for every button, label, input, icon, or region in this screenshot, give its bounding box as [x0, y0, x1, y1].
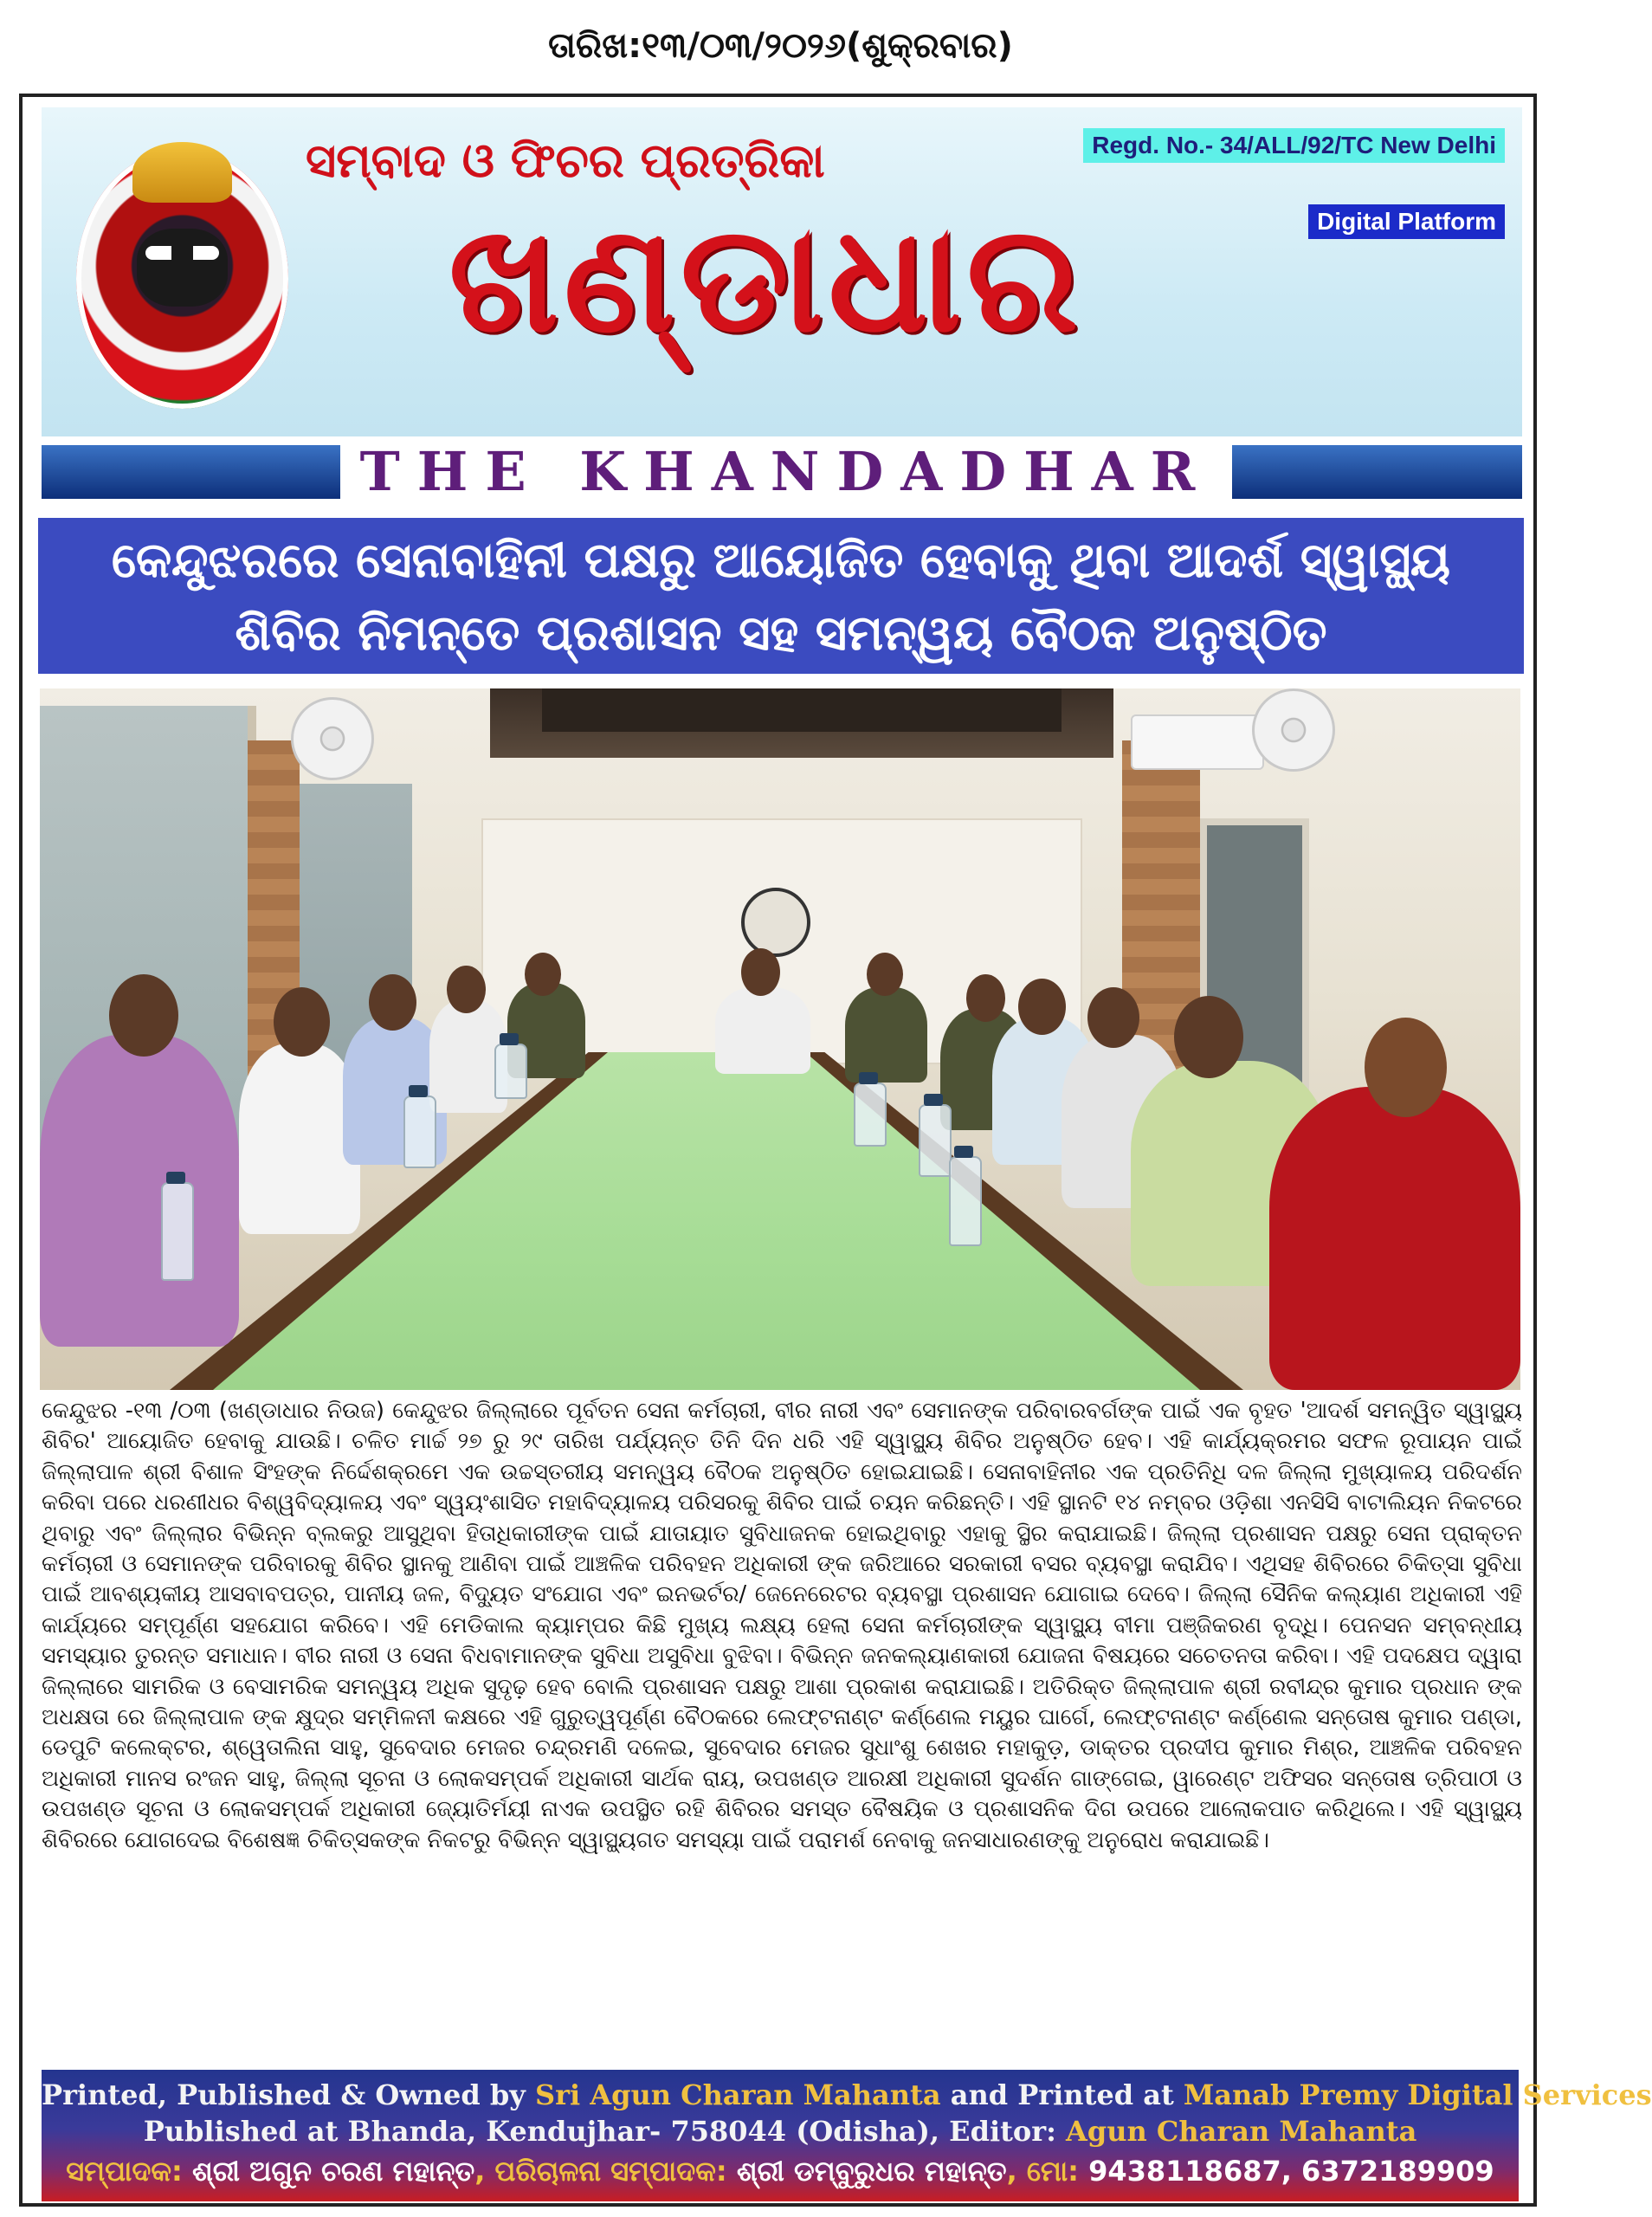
photo-fan-right-icon — [1252, 688, 1335, 772]
photo-water-bottle — [949, 1156, 982, 1246]
deity-crown-icon — [132, 142, 232, 203]
photo-person — [239, 1044, 360, 1234]
photo-person — [1269, 1087, 1520, 1390]
photo-air-conditioner — [1131, 714, 1264, 770]
photo-person — [40, 1035, 239, 1347]
photo-water-bottle — [494, 1044, 527, 1099]
photo-person-head — [1087, 987, 1139, 1048]
headline-line-2: ଶିବିର ନିମନ୍ତେ ପ୍ରଶାସନ ସହ ସମନ୍ୱୟ ବୈଠକ ଅନୁଷ୍ଠିତ — [235, 605, 1327, 662]
footer-managing-editor-odia: ଶ୍ରୀ ଡମ୍ବୁରୁଧର ମହାନ୍ତ — [736, 2155, 1007, 2188]
photo-water-bottle — [854, 1083, 887, 1147]
photo-person-head — [369, 974, 416, 1031]
deity-face-icon — [137, 229, 228, 307]
photo-person-head — [1365, 1018, 1447, 1117]
band-right-bar — [1232, 445, 1522, 499]
footer-managing-editor-label: , ପରିଚାଳନା ସମ୍ପାଦକ: — [474, 2155, 737, 2188]
deity-eyes-icon — [145, 246, 219, 260]
english-title-band — [42, 440, 1522, 504]
photo-person-head — [867, 953, 903, 996]
photo-person-head — [966, 974, 1005, 1022]
photo-person-head — [1174, 996, 1243, 1078]
photo-person-head — [109, 974, 178, 1057]
footer-printed-label: Printed, Published & Owned by — [42, 2078, 536, 2111]
headline-line-1: କେନ୍ଦୁଝରରେ ସେନାବାହିନୀ ପକ୍ଷରୁ ଆୟୋଜିତ ହେବାକୁ ଥିବା ଆଦର୍ଶ ସ୍ୱାସ୍ଥ୍ୟ — [111, 533, 1451, 589]
photo-water-bottle — [161, 1182, 194, 1281]
masthead-title: ଖଣ୍ଡାଧାର — [448, 194, 1084, 365]
masthead — [42, 107, 1522, 436]
photo-person-head — [274, 987, 330, 1057]
photo-water-bottle — [403, 1096, 436, 1168]
footer-mobile-label: , ମୋ: — [1006, 2155, 1089, 2188]
article-body: କେନ୍ଦୁଝର -୧୩ /୦୩ (ଖଣ୍ଡାଧାର ନିଉଜ) କେନ୍ଦୁଝର ଜିଲ୍ଲାରେ ପୂର୍ବତନ ସେନା କର୍ମଚାରୀ, ବୀର ନାରୀ ଏବଂ ସେମାନଙ୍କ ପରିବାରବର୍ଗଙ୍କ ପାଇଁ ଏକ ବୃହତ 'ଆଦର୍ଶ ସମନ୍ୱିତ ସ୍ୱାସ୍ଥ୍ୟ ଶିବିର' ଆୟୋଜିତ ହେବାକୁ ଯାଉଛି। ଚଳିତ ମାର୍ଚ୍ଚ ୨୭ ରୁ ୨୯ ତାରିଖ ପର୍ଯ୍ୟନ୍ତ ତିନି ଦିନ ଧରି ଏହି ସ୍ୱାସ୍ଥ୍ୟ ଶିବିର ଅନୁଷ୍ଠିତ ହେବ। ଏହି କାର୍ଯ୍ୟକ୍ରମର ସଫଳ ରୂପାୟନ ପାଇଁ ଜିଲ୍ଲାପାଳ ଶ୍ରୀ ବିଶାଳ ସିଂହଙ୍କ ନିର୍ଦ୍ଦେଶକ୍ରମେ ଏକ ଉଚ୍ଚସ୍ତରୀୟ ସମନ୍ୱୟ ବୈଠକ ଅନୁଷ୍ଠିତ ହୋଇଯାଇଛି। ସେନାବାହିନୀର ଏକ ପ୍ରତିନିଧି ଦଳ ଜିଲ୍ଲା ମୁଖ୍ୟାଳୟ ପରିଦର୍ଶନ କରିବା ପରେ ଧରଣୀଧର ବିଶ୍ୱବିଦ୍ୟାଳୟ ଏବଂ ସ୍ୱୟଂଶାସିତ ମହାବିଦ୍ୟାଳୟ ପରିସରକୁ ଶିବିର ପାଇଁ ଚୟନ କରିଛନ୍ତି। ଏହି ସ୍ଥାନଟି ୧୪ ନମ୍ବର ଓଡ଼ିଶା ଏନସିସି ବାଟାଲିୟନ ନିକଟରେ ଥିବାରୁ ଏବଂ ଜିଲ୍ଲାର ବିଭିନ୍ନ ବ୍ଲକରୁ ଆସୁଥିବା ହିତାଧିକାରୀଙ୍କ ପାଇଁ ଯାତାୟାତ ସୁବିଧାଜନକ ହୋଇଥିବାରୁ ଏହାକୁ ସ୍ଥିର କରାଯାଇଛି। ଜିଲ୍ଲା ପ୍ରଶାସନ ପକ୍ଷରୁ ସେନା ପ୍ରାକ୍ତନ କର୍ମଚାରୀ ଓ ସେମାନଙ୍କ ପରିବାରକୁ ଶିବିର ସ୍ଥାନକୁ ଆଣିବା ପାଇଁ ଆଞ୍ଚଳିକ ପରିବହନ ଅଧିକାରୀ ଙ୍କ ଜରିଆରେ ସରକାରୀ ବସର ବ୍ୟବସ୍ଥା କରାଯିବ। ଏଥିସହ ଶିବିରରେ ଚିକିତ୍ସା ସୁବିଧା ପାଇଁ ଆବଶ୍ୟକୀୟ ଆସବାବପତ୍ର, ପାନୀୟ ଜଳ, ବିଦ୍ୟୁତ ସଂଯୋଗ ଏବଂ ଇନଭର୍ଟର/ ଜେନେରେଟର ବ୍ୟବସ୍ଥା ପ୍ରଶାସନ ଯୋଗାଇ ଦେବେ। ଜିଲ୍ଲା ସୈନିକ କଲ୍ୟାଣ ଅଧିକାରୀ ଏହି କାର୍ଯ୍ୟରେ ସମ୍ପୂର୍ଣ୍ଣ ସହଯୋଗ କରିବେ। ଏହି ମେଡିକାଲ କ୍ୟାମ୍ପର କିଛି ମୁଖ୍ୟ ଲକ୍ଷ୍ୟ ହେଲା ସେନା କର୍ମଚାରୀଙ୍କ ସ୍ୱାସ୍ଥ୍ୟ ବୀମା ପଞ୍ଜିକରଣ ବୃଦ୍ଧି। ପେନସନ ସମ୍ବନ୍ଧୀୟ ସମସ୍ୟାର ତୁରନ୍ତ ସମାଧାନ। ବୀର ନାରୀ ଓ ସେନା ବିଧବାମାନଙ୍କ ସୁବିଧା ଅସୁବିଧା ବୁଝିବା। ବିଭିନ୍ନ ଜନକଲ୍ୟାଣକାରୀ ଯୋଜନା ବିଷୟରେ ସଚେତନତା କରିବା। ଏହି ପଦକ୍ଷେପ ଦ୍ୱାରା ଜିଲ୍ଲାରେ ସାମରିକ ଓ ବେସାମରିକ ସମନ୍ୱୟ ଅଧିକ ସୁଦୃଢ଼ ହେବ ବୋଲି ପ୍ରଶାସନ ପକ୍ଷରୁ ଆଶା ପ୍ରକାଶ କରାଯାଇଛି। ଅତିରିକ୍ତ ଜିଲ୍ଲାପାଳ ଶ୍ରୀ ରବୀନ୍ଦ୍ର କୁମାର ପ୍ରଧାନ ଙ୍କ ଅଧକ୍ଷତା ରେ ଜିଲ୍ଲାପାଳ ଙ୍କ କ୍ଷୁଦ୍ର ସମ୍ମିଳନୀ କକ୍ଷରେ ଏହି ଗୁରୁତ୍ୱପୂର୍ଣ୍ଣ ବୈଠକରେ ଲେଫ୍ଟନାଣ୍ଟ କର୍ଣ୍ଣେଲ ମୟୁର ଘାର୍ଗେ, ଲେଫ୍ଟନାଣ୍ଟ କର୍ଣ୍ଣେଲ ସନ୍ତୋଷ କୁମାର ପଣ୍ଡା, ଡେପୁଟି କଲେକ୍ଟର, ଶ୍ୱେତାଲିନା ସାହୁ, ସୁବେଦାର ମେଜର ଚନ୍ଦ୍ରମଣି ଦଳେଇ, ସୁବେଦାର ମେଜର ସୁଧାଂଶୁ ଶେଖର ମହାକୁଡ଼, ଡାକ୍ତର ପ୍ରଦୀପ କୁମାର ମିଶ୍ର, ଆଞ୍ଚଳିକ ପରିବହନ ଅଧିକାରୀ ମାନସ ରଂଜନ ସାହୁ, ଜିଲ୍ଲା ସୂଚନା ଓ ଲୋକସମ୍ପର୍କ ଅଧିକାରୀ ସାର୍ଥକ ରାୟ, ଉପଖଣ୍ଡ ଆରକ୍ଷୀ ଅଧିକାରୀ ସୁଦର୍ଶନ ଗାଙ୍ଗେଇ, ୱାରେଣ୍ଟ ଅଫିସର ସନ୍ତୋଷ ତ୍ରିପାଠୀ ଓ ଉପଖଣ୍ଡ ସୂଚନା ଓ ଲୋକସମ୍ପର୍କ ଅଧିକାରୀ ଜ୍ୟୋତିର୍ମୟୀ ନାଏକ ଉପସ୍ଥିତ ରହି ଶିବିରର ସମସ୍ତ ବୈଷୟିକ ଓ ପ୍ରଶାସନିକ ଦିଗ ଉପରେ ଆଲୋକପାତ କରିଥିଲେ। ଏହି ସ୍ୱାସ୍ଥ୍ୟ ଶିବିରରେ ଯୋଗଦେଇ ବିଶେଷଜ୍ଞ ଚିକିତ୍ସକଙ୍କ ନିକଟରୁ ବିଭିନ୍ନ ସ୍ୱାସ୍ଥ୍ୟଗତ ସମସ୍ୟା ପାଇଁ ପରାମର୍ଶ ନେବାକୁ ଜନସାଧାରଣଙ୍କୁ ଅନୁରୋଧ କରାଯାଇଛି। — [42, 1398, 1522, 1853]
meeting-photo — [40, 688, 1520, 1390]
photo-person — [715, 987, 810, 1074]
publication-date: ତାରିଖ:୧୩/୦୩/୨୦୨୬(ଶୁକ୍ରବାର) — [548, 26, 1013, 66]
photo-person-head — [525, 953, 561, 996]
photo-person-head — [1018, 979, 1066, 1035]
footer-line-1 — [42, 2070, 1652, 2111]
photo-ceiling-inner — [542, 688, 1062, 732]
headline — [38, 518, 1524, 674]
footer-line-3 — [42, 2148, 1519, 2188]
photo-state-emblem-icon — [741, 888, 810, 957]
footer-editor-odia: ଶ୍ରୀ ଅଗୁନ ଚରଣ ମହାନ୍ତ — [191, 2155, 475, 2188]
photo-fan-left-icon — [291, 697, 374, 780]
digital-platform-badge: Digital Platform — [1308, 204, 1505, 239]
footer-printer-name: Manab Premy Digital Services — [1183, 2078, 1652, 2111]
footer-editor-name: Agun Charan Mahanta — [1066, 2115, 1417, 2148]
registration-number: Regd. No.- 34/ALL/92/TC New Delhi — [1083, 128, 1505, 163]
footer-editor-label: ସମ୍ପାଦକ: — [66, 2155, 192, 2188]
english-title: THE KHANDADHAR — [359, 440, 1213, 503]
footer-phone-numbers: 9438118687, 6372189909 — [1088, 2155, 1494, 2188]
footer-printed-at-label: and Printed at — [940, 2078, 1184, 2111]
photo-person-head — [447, 966, 486, 1013]
footer-imprint — [42, 2070, 1652, 2201]
footer-line-2 — [42, 2111, 1519, 2148]
photo-person-head — [741, 948, 780, 996]
photo-person — [845, 987, 927, 1083]
masthead-tagline: ସମ୍ବାଦ ଓ ଫିଚର ପ୍ରତ୍ରିକା — [306, 133, 825, 188]
footer-owner-name: Sri Agun Charan Mahanta — [535, 2078, 941, 2111]
photo-water-bottle — [919, 1104, 952, 1177]
band-left-bar — [42, 445, 340, 499]
footer-published-at: Published at Bhanda, Kendujhar- 758044 (Odisha), Editor: — [143, 2115, 1067, 2148]
